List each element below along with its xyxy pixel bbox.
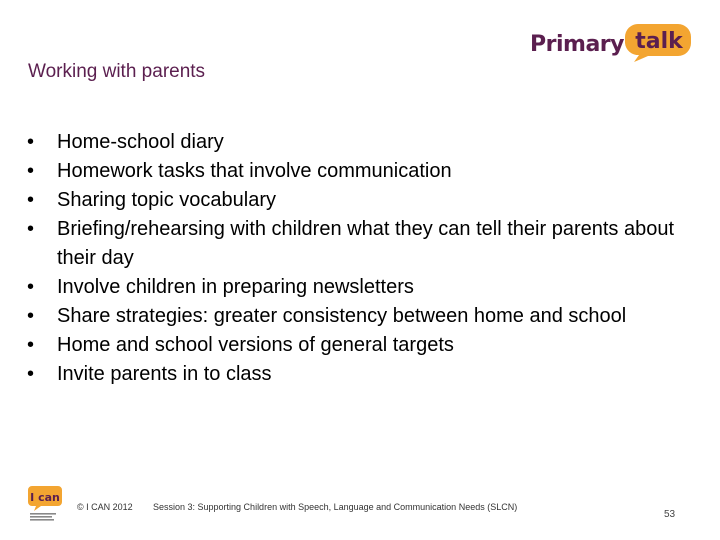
bullet-item (22, 360, 682, 389)
bullet-icon: • (27, 334, 35, 356)
ican-logo-icon (27, 484, 63, 522)
bullet-icon: • (27, 160, 35, 182)
page-number: 53 (664, 509, 676, 520)
primary-talk-logo (526, 20, 698, 72)
bullet-item (22, 157, 682, 186)
ican-logo-text: I can (30, 491, 60, 504)
bullet-icon: • (27, 363, 35, 385)
bullet-text: Home-school diary (57, 131, 224, 153)
bullet-item (22, 186, 682, 215)
bullet-text: Share strategies: greater consistency between home and school (57, 305, 627, 327)
bullet-icon: • (27, 131, 35, 153)
bullet-icon: • (27, 305, 35, 327)
bullet-text: Invite parents in to class (57, 363, 272, 385)
bullet-list (22, 128, 682, 389)
bullet-text: Sharing topic vocabulary (57, 189, 277, 211)
logo-word: Primary (530, 32, 624, 57)
footer-session-title: Session 3: Supporting Children with Speech, Language and Communication Needs (SLCN) (153, 502, 518, 512)
bullet-text: Homework tasks that involve communication (57, 160, 452, 182)
logo-bubble-text: talk (635, 29, 683, 54)
bullet-item (22, 302, 682, 331)
slide-title: Working with parents (28, 61, 206, 82)
bullet-text: Home and school versions of general targets (57, 334, 454, 356)
bullet-item (22, 128, 682, 157)
footer-copyright: © I CAN 2012 (77, 502, 133, 512)
bullet-item (22, 215, 682, 273)
bullet-text: Briefing/rehearsing with children what they can tell their parents about their day (57, 218, 675, 269)
bullet-text: Involve children in preparing newsletters (57, 276, 414, 298)
bullet-icon: • (27, 189, 35, 211)
bullet-item (22, 331, 682, 360)
bullet-item (22, 273, 682, 302)
bullet-icon: • (27, 218, 35, 240)
bullet-icon: • (27, 276, 35, 298)
